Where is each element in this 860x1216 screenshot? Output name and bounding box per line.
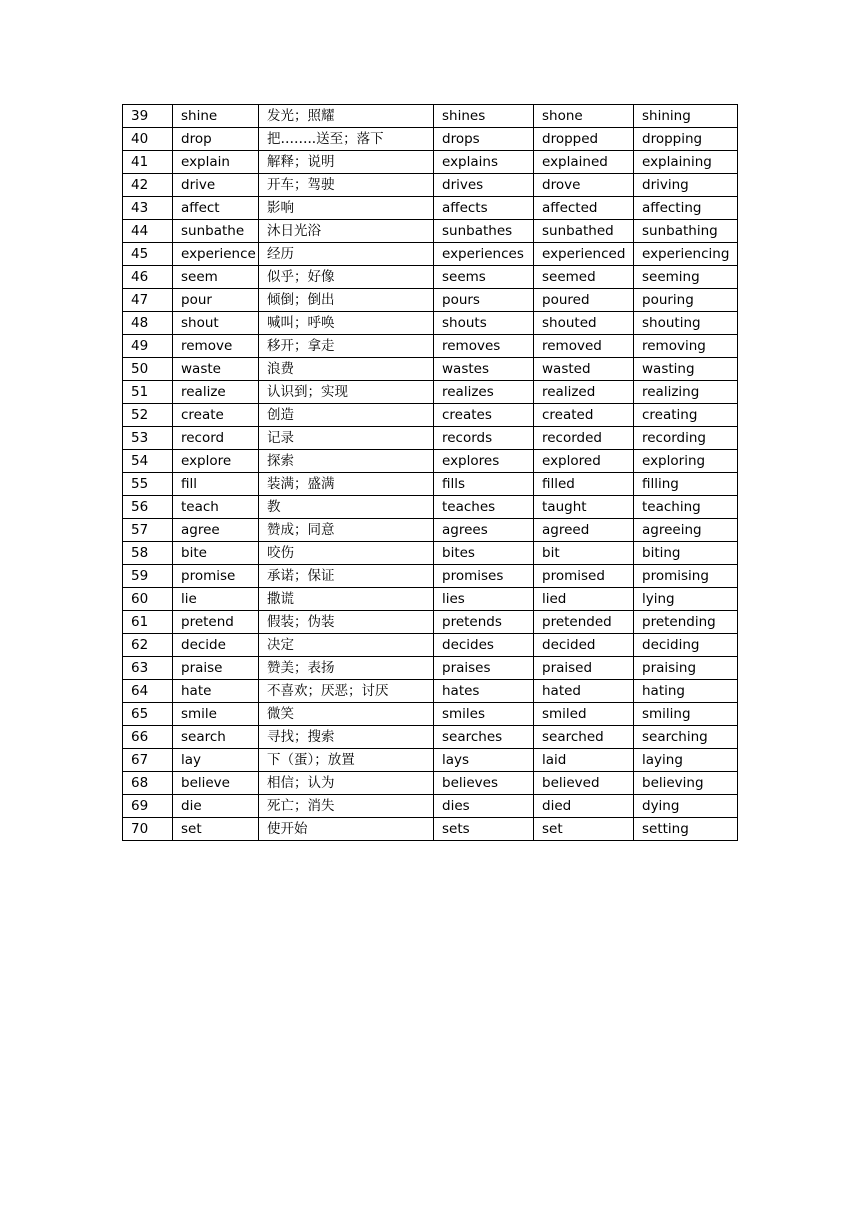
past-form-cell: wasted [534,358,634,381]
ing-form-cell: hating [634,680,738,703]
past-form-cell: created [534,404,634,427]
table-row [123,749,738,772]
table-row [123,151,738,174]
third-person-form-cell: lies [434,588,534,611]
third-person-form-cell: bites [434,542,534,565]
third-person-form-cell: praises [434,657,534,680]
table-row [123,174,738,197]
row-number-cell: 68 [123,772,173,795]
verb-cell: search [173,726,259,749]
table-row [123,220,738,243]
table-row [123,427,738,450]
table-row [123,703,738,726]
chinese-meaning-cell: 似乎；好像 [259,266,434,289]
row-number-cell: 53 [123,427,173,450]
chinese-meaning-cell: 把……..送至；落下 [259,128,434,151]
third-person-form-cell: realizes [434,381,534,404]
third-person-form-cell: smiles [434,703,534,726]
third-person-form-cell: pretends [434,611,534,634]
third-person-form-cell: dies [434,795,534,818]
verb-cell: pretend [173,611,259,634]
table-row [123,105,738,128]
chinese-meaning-cell: 倾倒；倒出 [259,289,434,312]
verb-cell: decide [173,634,259,657]
chinese-meaning-cell: 记录 [259,427,434,450]
chinese-meaning-cell: 沐日光浴 [259,220,434,243]
row-number-cell: 40 [123,128,173,151]
third-person-form-cell: wastes [434,358,534,381]
past-form-cell: drove [534,174,634,197]
table-row [123,818,738,841]
table-row [123,795,738,818]
past-form-cell: sunbathed [534,220,634,243]
ing-form-cell: filling [634,473,738,496]
past-form-cell: hated [534,680,634,703]
table-row [123,404,738,427]
past-form-cell: smiled [534,703,634,726]
chinese-meaning-cell: 下（蛋）；放置 [259,749,434,772]
ing-form-cell: experiencing [634,243,738,266]
verb-cell: explore [173,450,259,473]
chinese-meaning-cell: 创造 [259,404,434,427]
third-person-form-cell: sets [434,818,534,841]
table-row [123,450,738,473]
row-number-cell: 48 [123,312,173,335]
verb-cell: teach [173,496,259,519]
ing-form-cell: sunbathing [634,220,738,243]
past-form-cell: set [534,818,634,841]
past-form-cell: recorded [534,427,634,450]
table-row [123,657,738,680]
chinese-meaning-cell: 死亡；消失 [259,795,434,818]
past-form-cell: experienced [534,243,634,266]
past-form-cell: taught [534,496,634,519]
verb-forms-table [122,104,738,841]
chinese-meaning-cell: 相信；认为 [259,772,434,795]
chinese-meaning-cell: 决定 [259,634,434,657]
table-row [123,266,738,289]
past-form-cell: explored [534,450,634,473]
chinese-meaning-cell: 解释；说明 [259,151,434,174]
third-person-form-cell: promises [434,565,534,588]
chinese-meaning-cell: 开车；驾驶 [259,174,434,197]
ing-form-cell: pouring [634,289,738,312]
past-form-cell: praised [534,657,634,680]
ing-form-cell: removing [634,335,738,358]
past-form-cell: shouted [534,312,634,335]
row-number-cell: 67 [123,749,173,772]
row-number-cell: 46 [123,266,173,289]
row-number-cell: 54 [123,450,173,473]
row-number-cell: 58 [123,542,173,565]
verb-cell: remove [173,335,259,358]
chinese-meaning-cell: 教 [259,496,434,519]
table-row [123,588,738,611]
chinese-meaning-cell: 咬伤 [259,542,434,565]
ing-form-cell: biting [634,542,738,565]
verb-cell: waste [173,358,259,381]
verb-cell: explain [173,151,259,174]
table-row [123,335,738,358]
chinese-meaning-cell: 微笑 [259,703,434,726]
table-row [123,289,738,312]
ing-form-cell: searching [634,726,738,749]
table-row [123,243,738,266]
row-number-cell: 50 [123,358,173,381]
third-person-form-cell: creates [434,404,534,427]
third-person-form-cell: pours [434,289,534,312]
table-row [123,473,738,496]
table-row [123,542,738,565]
chinese-meaning-cell: 认识到；实现 [259,381,434,404]
ing-form-cell: explaining [634,151,738,174]
verb-cell: agree [173,519,259,542]
past-form-cell: removed [534,335,634,358]
row-number-cell: 45 [123,243,173,266]
table-row [123,772,738,795]
row-number-cell: 60 [123,588,173,611]
verb-cell: record [173,427,259,450]
ing-form-cell: exploring [634,450,738,473]
ing-form-cell: dropping [634,128,738,151]
table-row [123,197,738,220]
verb-cell: realize [173,381,259,404]
third-person-form-cell: fills [434,473,534,496]
ing-form-cell: smiling [634,703,738,726]
table-row [123,634,738,657]
ing-form-cell: pretending [634,611,738,634]
ing-form-cell: driving [634,174,738,197]
verb-cell: promise [173,565,259,588]
table-row [123,496,738,519]
past-form-cell: seemed [534,266,634,289]
past-form-cell: searched [534,726,634,749]
table-row [123,128,738,151]
third-person-form-cell: hates [434,680,534,703]
third-person-form-cell: teaches [434,496,534,519]
verb-cell: set [173,818,259,841]
ing-form-cell: creating [634,404,738,427]
row-number-cell: 63 [123,657,173,680]
past-form-cell: explained [534,151,634,174]
chinese-meaning-cell: 赞成；同意 [259,519,434,542]
past-form-cell: shone [534,105,634,128]
row-number-cell: 41 [123,151,173,174]
third-person-form-cell: records [434,427,534,450]
chinese-meaning-cell: 浪费 [259,358,434,381]
past-form-cell: poured [534,289,634,312]
chinese-meaning-cell: 使开始 [259,818,434,841]
verb-cell: sunbathe [173,220,259,243]
third-person-form-cell: affects [434,197,534,220]
verb-cell: die [173,795,259,818]
table-row [123,680,738,703]
ing-form-cell: wasting [634,358,738,381]
verb-cell: believe [173,772,259,795]
ing-form-cell: praising [634,657,738,680]
row-number-cell: 69 [123,795,173,818]
ing-form-cell: promising [634,565,738,588]
ing-form-cell: shining [634,105,738,128]
row-number-cell: 61 [123,611,173,634]
third-person-form-cell: seems [434,266,534,289]
verb-cell: bite [173,542,259,565]
chinese-meaning-cell: 装满；盛满 [259,473,434,496]
third-person-form-cell: sunbathes [434,220,534,243]
chinese-meaning-cell: 不喜欢；厌恶；讨厌 [259,680,434,703]
past-form-cell: realized [534,381,634,404]
verb-cell: affect [173,197,259,220]
row-number-cell: 56 [123,496,173,519]
row-number-cell: 39 [123,105,173,128]
row-number-cell: 49 [123,335,173,358]
ing-form-cell: teaching [634,496,738,519]
verb-table-body [123,105,738,841]
table-row [123,381,738,404]
chinese-meaning-cell: 影响 [259,197,434,220]
verb-cell: fill [173,473,259,496]
ing-form-cell: believing [634,772,738,795]
table-row [123,611,738,634]
verb-cell: drive [173,174,259,197]
verb-cell: smile [173,703,259,726]
past-form-cell: died [534,795,634,818]
ing-form-cell: affecting [634,197,738,220]
past-form-cell: promised [534,565,634,588]
verb-cell: lay [173,749,259,772]
past-form-cell: dropped [534,128,634,151]
chinese-meaning-cell: 发光；照耀 [259,105,434,128]
ing-form-cell: seeming [634,266,738,289]
row-number-cell: 55 [123,473,173,496]
row-number-cell: 62 [123,634,173,657]
ing-form-cell: laying [634,749,738,772]
third-person-form-cell: shines [434,105,534,128]
past-form-cell: lied [534,588,634,611]
row-number-cell: 44 [123,220,173,243]
verb-cell: experience [173,243,259,266]
third-person-form-cell: searches [434,726,534,749]
third-person-form-cell: experiences [434,243,534,266]
ing-form-cell: recording [634,427,738,450]
third-person-form-cell: believes [434,772,534,795]
verb-cell: praise [173,657,259,680]
row-number-cell: 59 [123,565,173,588]
third-person-form-cell: explains [434,151,534,174]
ing-form-cell: dying [634,795,738,818]
row-number-cell: 65 [123,703,173,726]
third-person-form-cell: drives [434,174,534,197]
ing-form-cell: setting [634,818,738,841]
past-form-cell: believed [534,772,634,795]
verb-cell: shout [173,312,259,335]
chinese-meaning-cell: 假装；伪装 [259,611,434,634]
row-number-cell: 47 [123,289,173,312]
ing-form-cell: agreeing [634,519,738,542]
row-number-cell: 51 [123,381,173,404]
verb-cell: drop [173,128,259,151]
chinese-meaning-cell: 探索 [259,450,434,473]
third-person-form-cell: removes [434,335,534,358]
table-row [123,358,738,381]
verb-cell: create [173,404,259,427]
past-form-cell: affected [534,197,634,220]
chinese-meaning-cell: 承诺；保证 [259,565,434,588]
past-form-cell: pretended [534,611,634,634]
chinese-meaning-cell: 经历 [259,243,434,266]
verb-cell: seem [173,266,259,289]
ing-form-cell: lying [634,588,738,611]
third-person-form-cell: decides [434,634,534,657]
table-row [123,519,738,542]
past-form-cell: laid [534,749,634,772]
table-row [123,565,738,588]
table-row [123,726,738,749]
row-number-cell: 70 [123,818,173,841]
row-number-cell: 43 [123,197,173,220]
third-person-form-cell: agrees [434,519,534,542]
chinese-meaning-cell: 寻找；搜索 [259,726,434,749]
row-number-cell: 66 [123,726,173,749]
verb-cell: hate [173,680,259,703]
verb-cell: lie [173,588,259,611]
row-number-cell: 64 [123,680,173,703]
chinese-meaning-cell: 撒谎 [259,588,434,611]
third-person-form-cell: drops [434,128,534,151]
verb-cell: pour [173,289,259,312]
past-form-cell: agreed [534,519,634,542]
chinese-meaning-cell: 喊叫；呼唤 [259,312,434,335]
third-person-form-cell: explores [434,450,534,473]
ing-form-cell: shouting [634,312,738,335]
past-form-cell: filled [534,473,634,496]
verb-cell: shine [173,105,259,128]
chinese-meaning-cell: 移开；拿走 [259,335,434,358]
third-person-form-cell: shouts [434,312,534,335]
row-number-cell: 57 [123,519,173,542]
row-number-cell: 52 [123,404,173,427]
ing-form-cell: realizing [634,381,738,404]
ing-form-cell: deciding [634,634,738,657]
table-row [123,312,738,335]
row-number-cell: 42 [123,174,173,197]
third-person-form-cell: lays [434,749,534,772]
past-form-cell: decided [534,634,634,657]
past-form-cell: bit [534,542,634,565]
chinese-meaning-cell: 赞美；表扬 [259,657,434,680]
